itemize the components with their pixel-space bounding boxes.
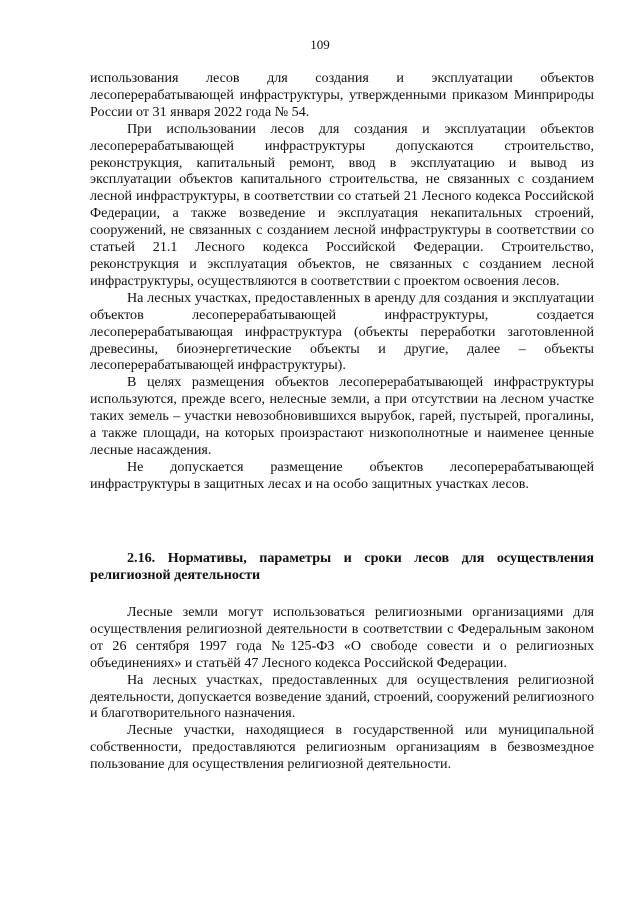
text-block-religious-activity (90, 604, 594, 773)
paragraph: На лесных участках, предоставленных для осуществления религиозной деятельности, допускается возведение зданий, строений, сооружений религиозного и благотворительного назначения. (90, 671, 594, 722)
paragraph-continuation: использования лесов для создания и эксплуатации объектов лесоперерабатывающей инфраструктуры, утвержденными приказом Минприроды России от 31 января 2022 года № 54. (90, 70, 594, 120)
paragraph: Не допускается размещение объектов лесоперерабатывающей инфраструктуры в защитных лесах и на особо защитных участках лесов. (90, 458, 594, 492)
paragraph: Лесные земли могут использоваться религиозными организациями для осуществления религиозной деятельности в соответствии с Федеральным законом от 26 сентября 1997 года №125-ФЗ «О свободе совести и о религиозных объединениях» и статьёй 47 Лесного кодекса Российской Федерации. (90, 604, 594, 671)
paragraph: В целях размещения объектов лесоперерабатывающей инфраструктуры используются, прежде всего, нелесные земли, а при отсутствии на лесном участке таких земель – участки невозобновившихся вырубок, гарей, пустырей, прогалины, а также площади, на которых произрастают низкополнотные и наименее ценные лесные насаждения. (90, 374, 594, 458)
text-block-forest-infrastructure (90, 70, 594, 493)
section-heading-2-16: 2.16. Нормативы, параметры и сроки лесов для осуществления религиозной деятельности (90, 550, 594, 583)
paragraph: На лесных участках, предоставленных в аренду для создания и эксплуатации объектов лесоперерабатывающей инфраструктуры, создается лесоперерабатывающая инфраструктура (объекты переработки заготовленной древесины, биоэнергетические объекты и другие, далее – объекты лесоперерабатывающей инфраструктуры). (90, 289, 594, 374)
page-number: 109 (310, 37, 330, 52)
paragraph: Лесные участки, находящиеся в государственной или муниципальной собственности, предоставляются религиозным организациям в безвозмездное пользование для осуществления религиозной деятельности. (90, 722, 594, 773)
paragraph: При использовании лесов для создания и эксплуатации объектов лесоперерабатывающей инфраструктуры допускаются строительство, реконструкция, капитальный ремонт, ввод в эксплуатацию и вывод из эксплуатации объектов капитального строительства, не связанных с созданием лесной инфраструктуры, в соответствии со статьей 21 Лесного кодекса Российской Федерации, а также возведение и эксплуатация некапитальных строений, сооружений, не связанных с созданием лесной инфраструктуры в соответствии со статьей 21.1 Лесного кодекса Российской Федерации. Строительство, реконструкция и эксплуатация объектов, не связанных с созданием лесной инфраструктуры, осуществляются в соответствии с проектом освоения лесов. (90, 120, 594, 289)
